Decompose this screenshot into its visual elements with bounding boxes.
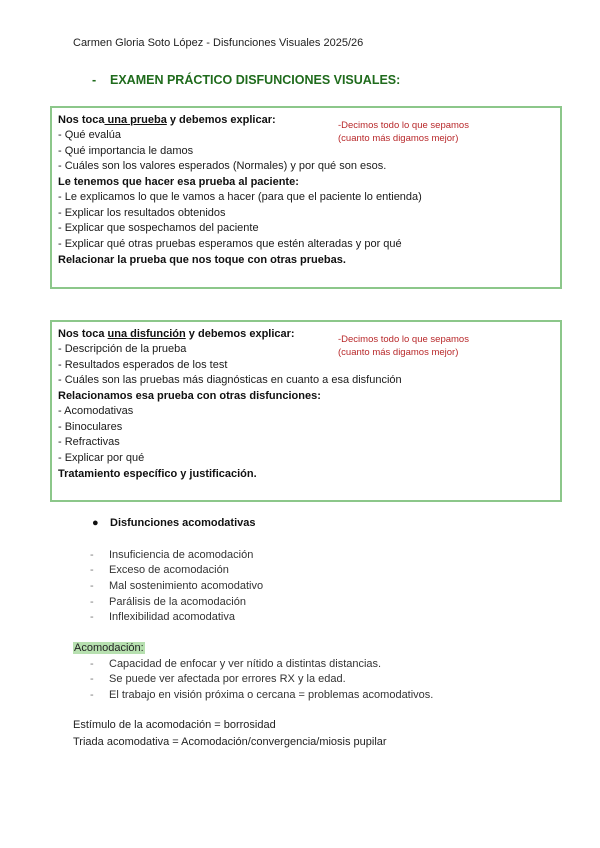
box2-item: - Resultados esperados de los test [58, 359, 228, 371]
box1-item: - Qué evalúa [58, 129, 121, 141]
list-item-text: Insuficiencia de acomodación [109, 549, 254, 561]
box2-item: - Refractivas [58, 436, 120, 448]
title-dash: - [92, 73, 97, 87]
dash-marker: - [90, 596, 94, 608]
list-item [90, 580, 263, 592]
box1-item: - Le explicamos lo que le vamos a hacer (para que el paciente lo entienda) [58, 191, 422, 203]
box2-item: - Explicar por qué [58, 452, 145, 464]
title-text: EXAMEN PRÁCTICO DISFUNCIONES VISUALES: [110, 73, 401, 87]
box1-note-line: -Decimos todo lo que sepamos [338, 120, 469, 131]
list-item [90, 549, 253, 561]
box1-intro-pre: Nos toca [58, 114, 105, 126]
box1-closing: Relacionar la prueba que nos toque con otras pruebas. [58, 254, 346, 266]
box1-note-line: (cuanto más digamos mejor) [338, 133, 459, 144]
list-item [90, 689, 433, 701]
box1-item: - Explicar qué otras pruebas esperamos que estén alteradas y por qué [58, 238, 402, 250]
list-item-text: Mal sostenimiento acomodativo [109, 580, 264, 592]
dash-marker: - [90, 580, 94, 592]
list-item-text: Capacidad de enfocar y ver nítido a distintas distancias. [109, 658, 382, 670]
box1-intro-underlined: una prueba [104, 114, 167, 126]
box1-intro [58, 113, 276, 128]
box2-item: - Acomodativas [58, 405, 134, 417]
box2-intro-post: y debemos explicar: [185, 328, 295, 340]
box2-item: - Descripción de la prueba [58, 343, 187, 355]
box1-item: - Qué importancia le damos [58, 145, 194, 157]
bullet-icon: ● [92, 517, 99, 529]
acomodacion-label: Acomodación: [74, 642, 144, 654]
list-item-text: Inflexibilidad acomodativa [109, 611, 235, 623]
list-item-text: Parálisis de la acomodación [109, 596, 246, 608]
box2-intro [58, 327, 295, 342]
dash-marker: - [90, 549, 94, 561]
box2-item: - Cuáles son las pruebas más diagnósticas en cuanto a esa disfunción [58, 374, 402, 386]
exam-box-disfuncion [50, 320, 562, 502]
section-heading [92, 517, 256, 529]
section-title: Disfunciones acomodativas [110, 517, 256, 529]
list-item [90, 611, 235, 623]
definition-line: Triada acomodativa = Acomodación/convergencia/miosis pupilar [73, 736, 387, 748]
box2-intro-underlined: una disfunción [107, 328, 186, 340]
list-item-text: Exceso de acomodación [109, 564, 229, 576]
dash-marker: - [90, 689, 94, 701]
box2-heading2: Relacionamos esa prueba con otras disfunciones: [58, 390, 321, 402]
box2-intro-pre: Nos toca [58, 328, 108, 340]
box1-heading2: Le tenemos que hacer esa prueba al paciente: [58, 176, 299, 188]
box1-item: - Explicar que sospechamos del paciente [58, 222, 259, 234]
dash-marker: - [90, 673, 94, 685]
list-item-text: Se puede ver afectada por errores RX y la edad. [109, 673, 346, 685]
document-header: Carmen Gloria Soto López - Disfunciones Visuales 2025/26 [73, 37, 364, 49]
box2-item: - Binoculares [58, 421, 123, 433]
list-item-text: El trabajo en visión próxima o cercana = problemas acomodativos. [109, 689, 434, 701]
list-item [90, 658, 381, 670]
exam-title [92, 73, 400, 87]
list-item [90, 564, 229, 576]
box1-item: - Explicar los resultados obtenidos [58, 207, 226, 219]
dash-marker: - [90, 611, 94, 623]
dash-marker: - [90, 564, 94, 576]
dash-marker: - [90, 658, 94, 670]
box2-note-line: (cuanto más digamos mejor) [338, 347, 459, 358]
list-item [90, 673, 346, 685]
definition-line: Estímulo de la acomodación = borrosidad [73, 719, 276, 731]
box2-closing: Tratamiento específico y justificación. [58, 468, 257, 480]
exam-box-prueba [50, 106, 562, 289]
box1-item: - Cuáles son los valores esperados (Normales) y por qué son esos. [58, 160, 387, 172]
list-item [90, 596, 246, 608]
box1-intro-post: y debemos explicar: [166, 114, 276, 126]
box2-note-line: -Decimos todo lo que sepamos [338, 334, 469, 345]
